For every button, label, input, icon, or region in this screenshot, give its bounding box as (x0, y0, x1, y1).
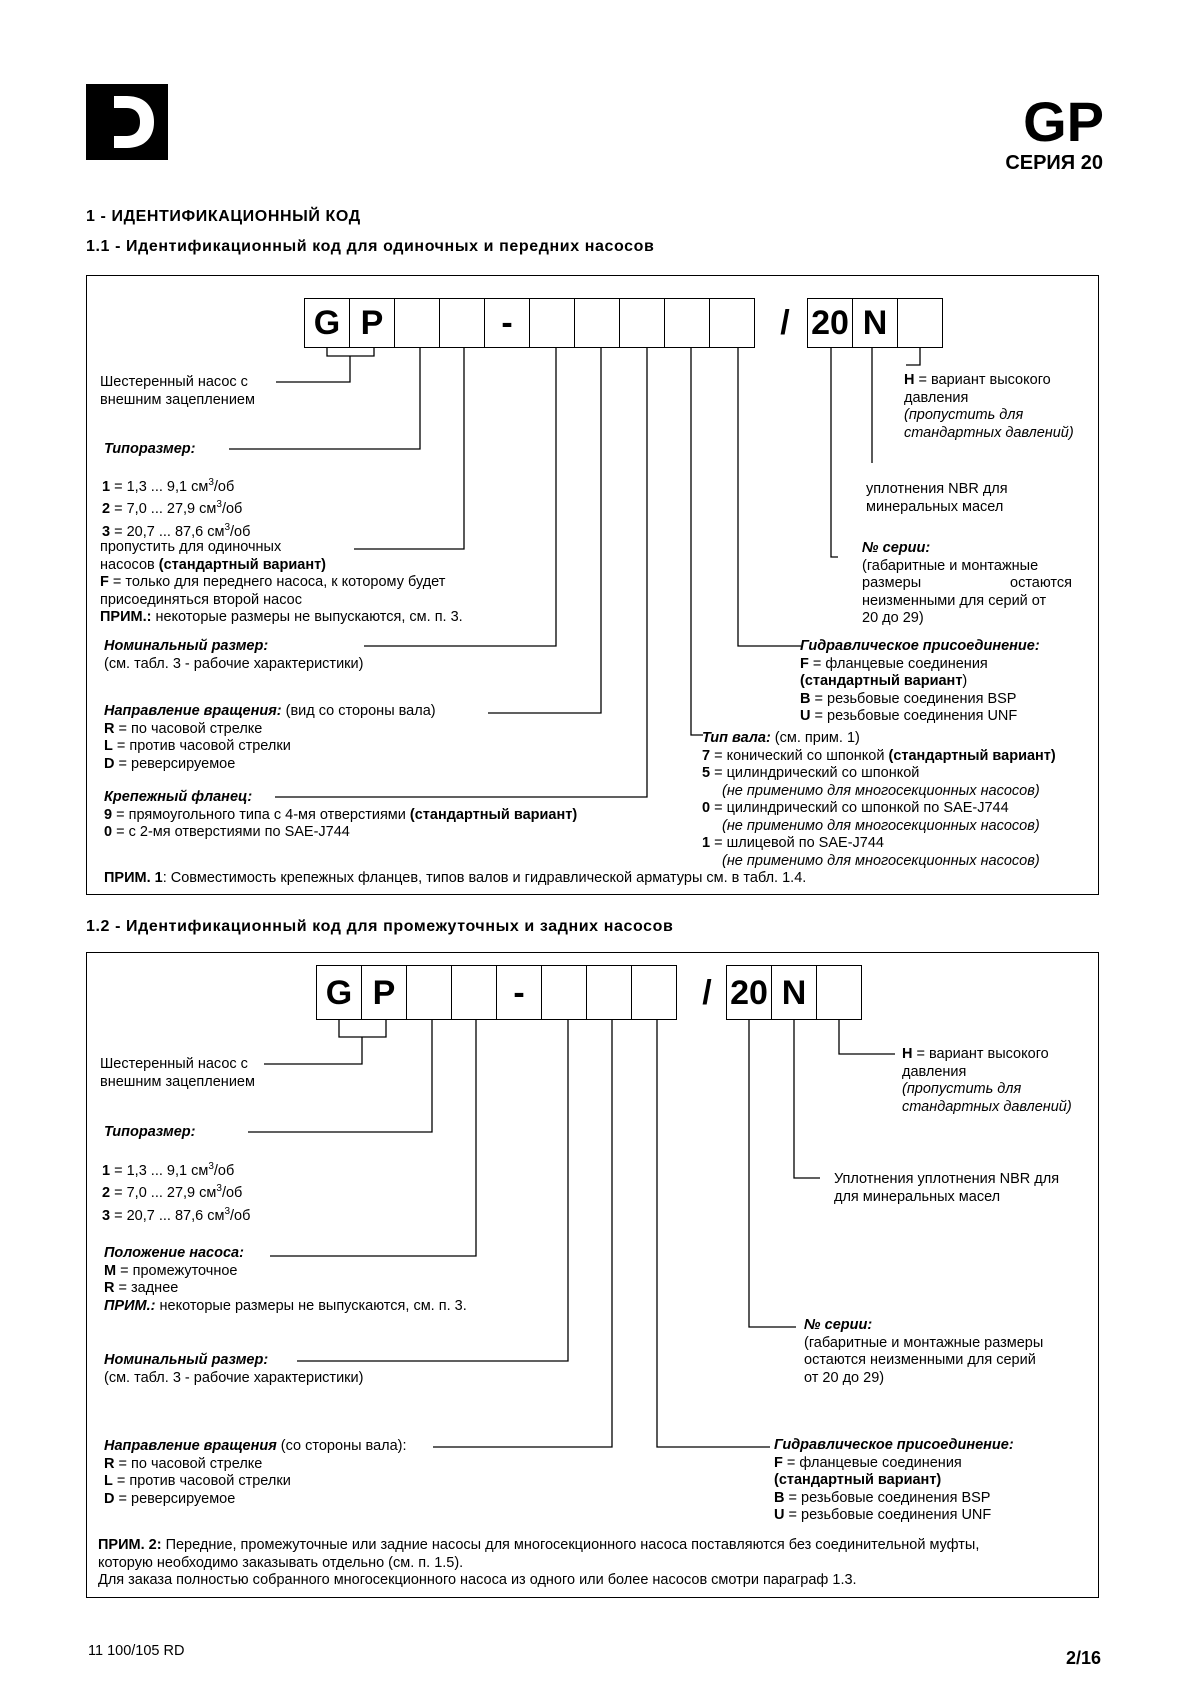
code-cell: 20 (807, 298, 853, 348)
pump-description-2: Шестеренный насос с внешним зацеплением (100, 1056, 255, 1090)
code-cell: 20 (726, 965, 772, 1020)
note-1: ПРИМ. 1: Совместимость крепежных фланцев, типов валов и гидравлической арматуры см. в табл. 1.4. (104, 870, 807, 886)
code-cell: P (349, 298, 395, 348)
series-code: GP (1023, 90, 1104, 153)
nbr-seals-2: Уплотнения уплотнения NBR для для минеральных масел (834, 1171, 1060, 1205)
nominal-size-2: Номинальный размер: (см. табл. 3 - рабочие характеристики) (104, 1352, 364, 1386)
code-cell: G (304, 298, 350, 348)
high-pressure-1: H = вариант высокого давления (пропустить для стандартных давлений) (904, 372, 1074, 441)
front-option-1: пропустить для одиночных насосов (стандартный вариант) F = только для переднего насоса, к которому будет присоединяться второй насос ПРИМ.: некоторые размеры не выпускаются, см. п. 3. (100, 539, 463, 625)
code-cell: G (316, 965, 362, 1020)
code-cell: P (361, 965, 407, 1020)
flange-1: Крепежный фланец: 9 = прямоугольного типа с 4-мя отверстиями (стандартный вариант) 0 = с 2-мя отверстиями по SAE-J744 (104, 789, 578, 840)
size-title-1: Типоразмер: (104, 441, 196, 457)
rotation-1: Направление вращения: (вид со стороны вала) R = по часовой стрелке L = против часовой стрелки D = реверсируемое (104, 703, 436, 772)
size-title-2: Типоразмер: (104, 1124, 196, 1140)
shaft-type-1: Тип вала: (см. прим. 1) 7 = конический со шпонкой (стандартный вариант) 5 = цилиндрический со шпонкой (не применимо для многосекционных насосов) 0 = цилиндрический со шпонкой по SAE-J744 (не применимо для многосекционных насосов) 1 = шлицевой по SAE-J744 (не применимо для многосекционных насосов) (702, 730, 1056, 869)
code-cell: - (484, 298, 530, 348)
code-cell: / (702, 974, 712, 1012)
subsection-title-1: 1.1 - Идентификационный код для одиночных и передних насосов (86, 238, 655, 255)
nbr-seals-1: уплотнения NBR для минеральных масел (866, 481, 1008, 515)
page-number: 2/16 (1065, 1648, 1101, 1668)
subsection-title-2: 1.2 - Идентификационный код для промежуточных и задних насосов (86, 918, 674, 935)
series-number-2: № серии: (габаритные и монтажные размеры остаются неизменными для серий от 20 до 29) (804, 1317, 1044, 1386)
note-2: ПРИМ. 2: Передние, промежуточные или задние насосы для многосекционного насоса поставляются без соединительной муфты, которую необходимо заказывать отдельно (см. п. 1.5). Для заказа полностью собранного многосекционного насоса из одного или более насосов смотри параграф 1.3. (98, 1537, 980, 1588)
pump-position-2: Положение насоса: M = промежуточное R = заднее ПРИМ.: некоторые размеры не выпускаются, см. п. 3. (104, 1245, 467, 1314)
hydraulic-connection-2: Гидравлическое присоединение: F = фланцевые соединения (стандартный вариант) B = резьбовые соединения BSP U = резьбовые соединения UNF (774, 1437, 1014, 1523)
hydraulic-connection-1: Гидравлическое присоединение: F = фланцевые соединения (стандартный вариант) B = резьбовые соединения BSP U = резьбовые соединения UNF (800, 638, 1040, 724)
size-list-2: 1 = 1,3 ... 9,1 $см^3/об$ 2 = 7,0 ... 27,9 $см^3/об$ 3 = 20,7 ... 87,6 $см^3/об$ (102, 1161, 251, 1224)
size-list-1: 1 = 1,3 ... 9,1 $см^3/об$ 2 = 7,0 ... 27,9 $см^3/об$ 3 = 20,7 ... 87,6 $см^3/об$ (102, 477, 251, 540)
document-code: 11 100/105 RD (88, 1643, 185, 1659)
rotation-2: Направление вращения (со стороны вала): R = по часовой стрелке L = против часовой стрелки D = реверсируемое (104, 1438, 407, 1507)
code-cell: N (771, 965, 817, 1020)
pump-description-1: Шестеренный насос с внешним зацеплением (100, 374, 255, 408)
code-cell: N (852, 298, 898, 348)
high-pressure-2: H = вариант высокого давления (пропустить для стандартных давлений) (902, 1046, 1072, 1115)
code-cell: - (496, 965, 542, 1020)
series-number-1: № серии: (габаритные и монтажные размеры остаются неизменными для серий от 20 до 29) (862, 540, 1072, 626)
series-subtitle: СЕРИЯ 20 (1005, 152, 1103, 174)
code-cell: / (780, 304, 790, 342)
section-title: 1 - ИДЕНТИФИКАЦИОННЫЙ КОД (86, 208, 361, 225)
nominal-size-1: Номинальный размер: (см. табл. 3 - рабочие характеристики) (104, 638, 364, 672)
